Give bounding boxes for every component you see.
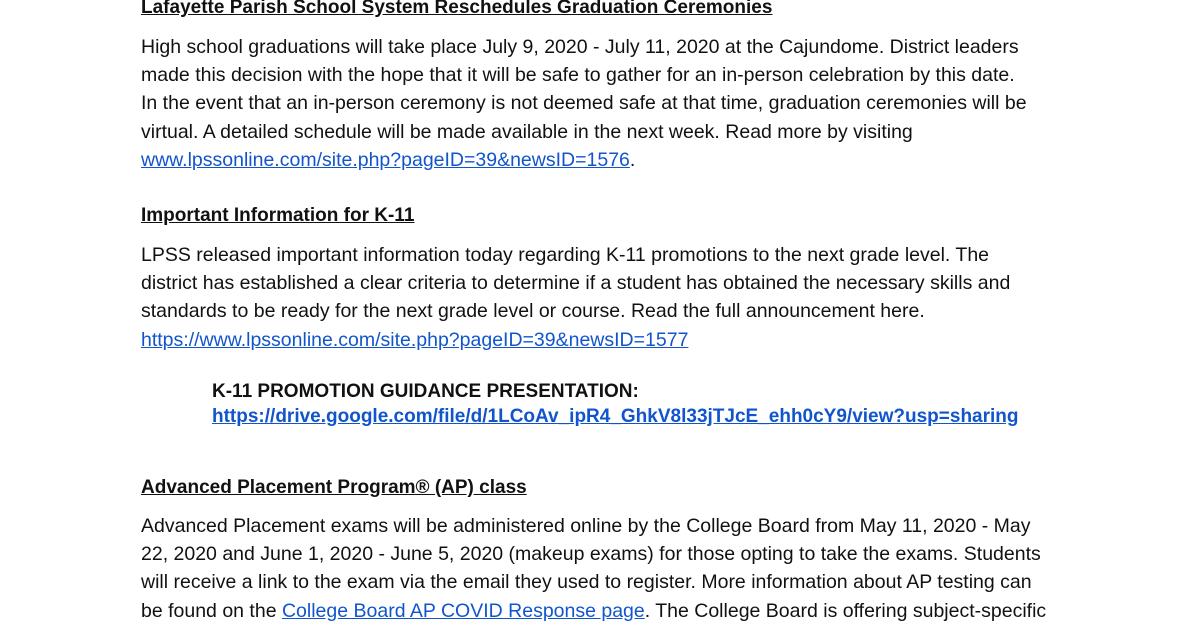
paragraph-line: LPSS released important information today regarding K-11 promotions to the next grade level. The xyxy=(141,244,990,266)
paragraph-line: Advanced Placement exams will be administered online by the College Board from May 11, 2020 - May xyxy=(141,515,1031,537)
paragraph-line xyxy=(141,146,1061,174)
paragraph-line: standards to be ready for the next grade level or course. Read the full announcement here. xyxy=(141,300,925,323)
line-suffix: . The College Board is offering subject-specific xyxy=(644,599,1047,622)
section-heading-k11: Important Information for K-11 xyxy=(141,205,415,226)
paragraph-line: In the event that an in-person ceremony is not deemed safe at that time, graduation ceremonies will be xyxy=(141,92,1027,115)
paragraph-line xyxy=(141,597,1061,625)
link-suffix: . xyxy=(629,148,636,171)
graduation-news-link[interactable]: www.lpssonline.com/site.php?pageID=39&newsID=1576 xyxy=(141,148,630,171)
paragraph-line: made this decision with the hope that it will be safe to gather for an in-person celebration by this date. xyxy=(141,64,1015,87)
paragraph-line: 22, 2020 and June 1, 2020 - June 5, 2020 (makeup exams) for those opting to take the exams. Students xyxy=(141,543,1041,566)
line-prefix: be found on the xyxy=(141,599,282,622)
guidance-block xyxy=(212,379,1019,429)
guidance-presentation-link[interactable]: https://drive.google.com/file/d/1LCoAv_ipR4_GhkV8l33jTJcE_ehh0cY9/view?usp=sharing xyxy=(212,406,1019,427)
paragraph-line: will receive a link to the exam via the email they used to register. More information about AP testing can xyxy=(141,571,1032,594)
graduation-paragraph xyxy=(141,33,1061,174)
section-heading-graduation: Lafayette Parish School System Reschedules Graduation Ceremonies xyxy=(141,0,773,18)
college-board-covid-link[interactable]: College Board AP COVID Response page xyxy=(281,599,645,622)
section-heading-ap: Advanced Placement Program® (AP) class xyxy=(141,477,527,498)
k11-paragraph xyxy=(141,241,1061,354)
guidance-label: K-11 PROMOTION GUIDANCE PRESENTATION: xyxy=(212,381,639,402)
paragraph-line: district has established a clear criteria to determine if a student has obtained the necessary skills and xyxy=(141,272,1011,295)
paragraph-line: High school graduations will take place July 9, 2020 - July 11, 2020 at the Cajundome. District leaders xyxy=(141,36,1019,58)
k11-announcement-link[interactable]: https://www.lpssonline.com/site.php?pageID=39&newsID=1577 xyxy=(141,328,689,351)
paragraph-line xyxy=(141,326,1061,354)
ap-paragraph xyxy=(141,512,1061,625)
paragraph-line: virtual. A detailed schedule will be made available in the next week. Read more by visiting xyxy=(141,120,913,143)
